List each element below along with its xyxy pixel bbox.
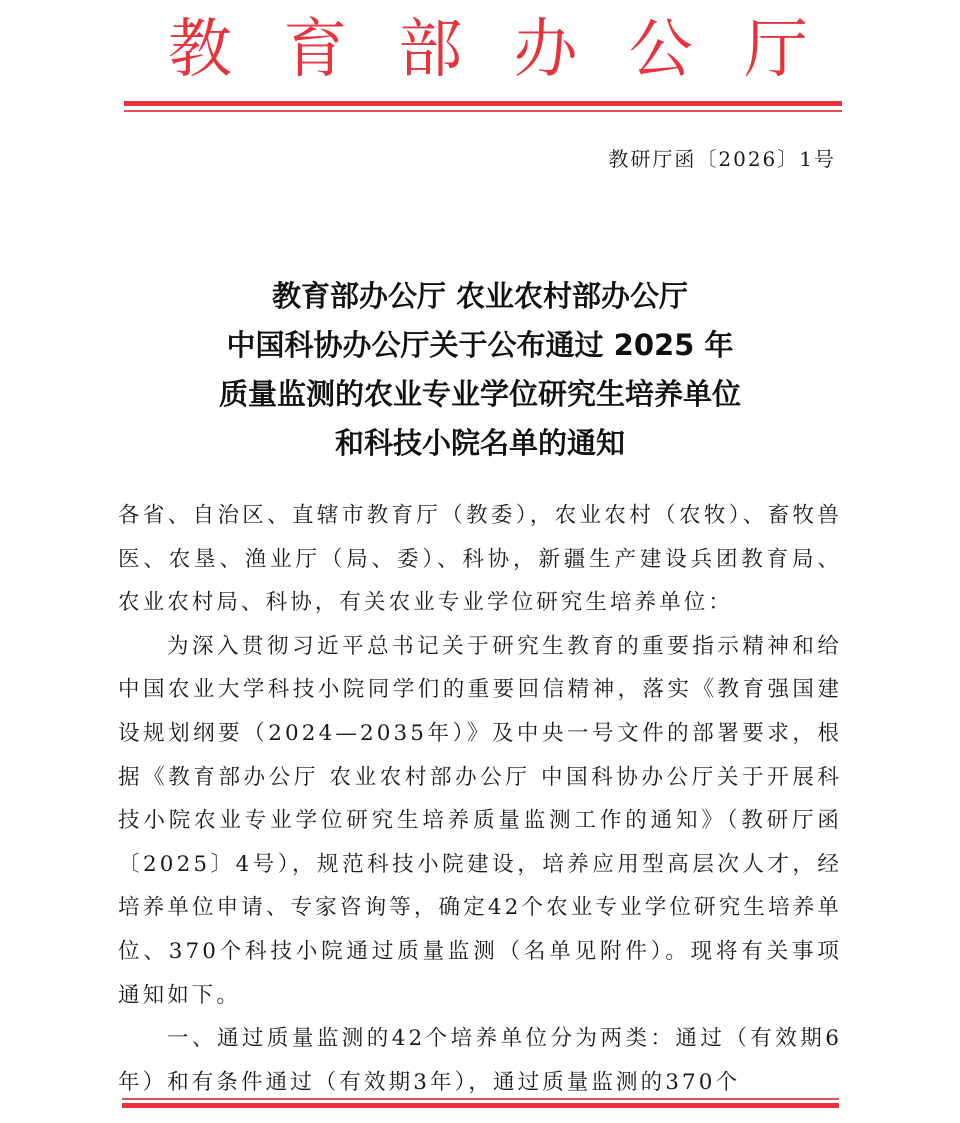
addressee-paragraph: 各省、自治区、直辖市教育厅（教委），农业农村（农牧）、畜牧兽医、农垦、渔业厅（局、委）、科协，新疆生产建设兵团教育局、农业农村局、科协，有关农业专业学位研究生培养单位： [118,503,842,616]
document-body [118,494,842,1104]
footer-divider-thin [122,1098,839,1100]
title-line: 教育部办公厅 农业农村部办公厅 [271,279,689,313]
letterhead-char: 公 [628,13,693,87]
footer-divider-thick [122,1103,839,1108]
body-paragraph: 为深入贯彻习近平总书记关于研究生教育的重要指示精神和给中国农业大学科技小院同学们的重要回信精神，落实《教育强国建设规划纲要（2024—2035年）》及中央一号文件的部署要求，根据《教育部办公厅 农业农村部办公厅 中国科协办公厅关于开展科技小院农业专业学位研究生培养质量监测工作的通知》（教研厅函〔2025〕4号），规范科技小院建设，培养应用型高层次人才，经培养单位申请、专家咨询等，确定42个农业专业学位研究生培养单位、370个科技小院通过质量监测（名单见附件）。现将有关事项通知如下。 [118,633,842,1008]
header-divider-thick [124,101,842,106]
letterhead-char: 育 [283,13,348,87]
body-paragraph: 一、通过质量监测的42个培养单位分为两类：通过（有效期6年）和有条件通过（有效期3年），通过质量监测的370个 [118,1026,842,1095]
letterhead-char: 办 [513,13,578,87]
document-number: 教研厅函〔2026〕1号 [608,147,836,171]
title-line: 质量监测的农业专业学位研究生培养单位 [218,377,741,411]
header-divider-thin [124,110,842,112]
letterhead-char: 教 [168,13,232,87]
title-line: 中国科协办公厅关于公布通过 2025 年 [226,328,734,362]
letterhead-char: 厅 [743,13,808,87]
title-line: 和科技小院名单的通知 [334,426,625,460]
letterhead [168,8,808,92]
letterhead-char: 部 [398,13,463,87]
document-title [100,272,860,468]
